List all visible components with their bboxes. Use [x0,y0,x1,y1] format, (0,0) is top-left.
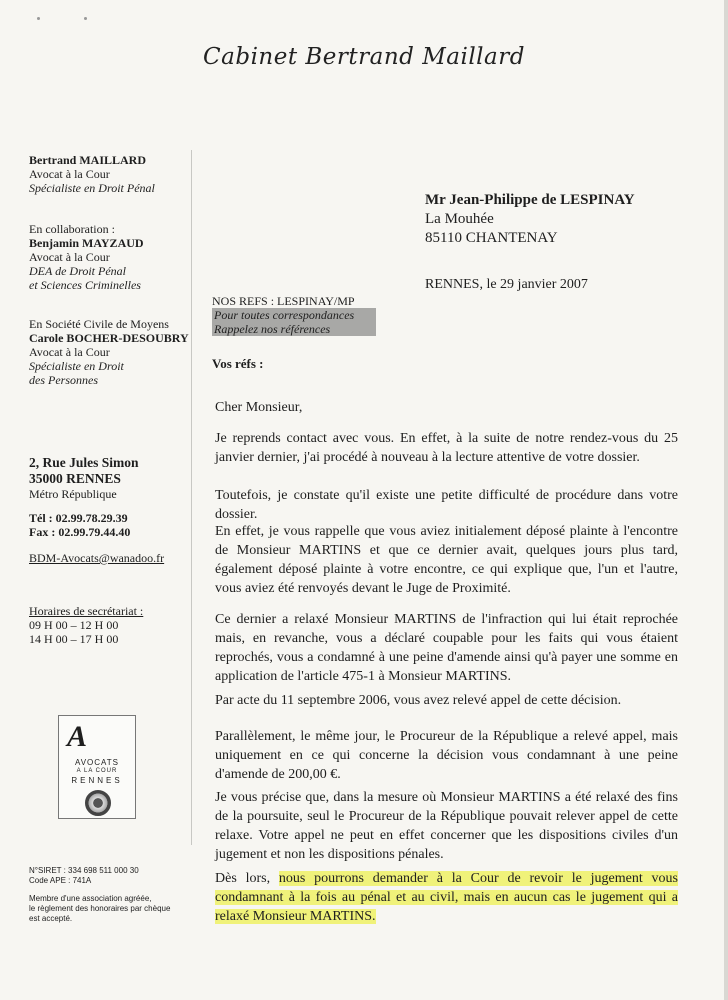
lawyer-role: Avocat à la Cour [29,167,110,181]
bar-association-logo [58,715,136,819]
logo-monogram: A [67,720,88,753]
ape-code: Code APE : 741A [29,876,92,885]
legal-note: Membre d'une association agréée, [29,894,152,903]
your-reference: Vos réfs : [212,356,264,371]
address-street: 2, Rue Jules Simon [29,455,139,470]
scm-specialty: des Personnes [29,373,98,387]
scan-speck [84,17,87,20]
collab-specialty: DEA de Droit Pénal [29,264,126,278]
paragraph: Ce dernier a relaxé Monsieur MARTINS de l'infraction qui lui était reprochée mais, en revanche, vous a déclaré coupable pour les faits qui vous étaient reprochés, vous a condamné à une peine d'amende ainsi qu'à payer une somme en application de l'article 475-1 à Monsieur MARTINS. [215,612,678,684]
paragraph-highlighted [215,869,678,926]
scm-name: Carole BOCHER-DESOUBRY [29,331,189,345]
paragraph: En effet, je vous rappelle que vous aviez initialement déposé plainte à l'encontre de Monsieur MARTINS et que ce dernier avait, quelques jours plus tard, également déposé plainte à votre encontre, ce qui explique que, l'un et l'autre, vous aviez été renvoyés devant le Juge de Proximité. [215,524,678,596]
scm-specialty: Spécialiste en Droit [29,359,124,373]
phone-number: Tél : 02.99.78.29.39 [29,511,128,525]
seal-icon [85,790,111,816]
scm-intro: En Société Civile de Moyens [29,317,169,331]
legal-note: le règlement des honoraires par chèque [29,904,171,913]
collab-intro: En collaboration : [29,222,115,236]
scm-block [29,317,199,387]
address-metro: Métro République [29,487,117,501]
office-address [29,455,199,501]
paper-edge [724,0,728,1000]
reference-note: Rappelez nos références [212,322,376,336]
collab-specialty: et Sciences Criminelles [29,278,141,292]
hours-title: Horaires de secrétariat : [29,604,144,618]
email-link[interactable]: BDM-Avocats@wanadoo.fr [29,551,165,565]
references-block [212,294,376,336]
our-reference: NOS REFS : LESPINAY/MP [212,294,355,308]
legal-info [29,866,199,924]
lawyer-name: Bertrand MAILLARD [29,153,146,167]
greeting: Cher Monsieur, [215,400,303,415]
hours-morning: 09 H 00 – 12 H 00 [29,618,119,632]
scan-speck [37,17,40,20]
recipient-line: 85110 CHANTENAY [425,230,558,246]
logo-text: RENNES [71,776,123,785]
collab-role: Avocat à la Cour [29,250,110,264]
paragraph: Je reprends contact avec vous. En effet, à la suite de notre rendez-vous du 25 janvier dernier, j'ai procédé à nouveau à la lecture attentive de votre dossier. [215,431,678,465]
recipient-line: La Mouhée [425,211,494,227]
lawyer-specialty: Spécialiste en Droit Pénal [29,181,155,195]
recipient-name: Mr Jean-Philippe de LESPINAY [425,192,635,208]
sidebar-divider [191,150,192,845]
reference-note: Pour toutes correspondances [212,308,376,322]
highlighted-text: nous pourrons demander à la Cour de revoir le jugement vous condamnant à la fois au pénal et au civil, mais en aucun cas le jugement qui a relaxé Monsieur MARTINS. [215,871,678,924]
firm-title: Cabinet Bertrand Maillard [203,44,525,70]
date-line: RENNES, le 29 janvier 2007 [425,277,588,292]
fax-number: Fax : 02.99.79.44.40 [29,525,131,539]
paragraph: Je vous précise que, dans la mesure où Monsieur MARTINS a été relaxé des fins de la poursuite, seul le Procureur de la République pouvait relever appel de cette relaxe. Votre appel ne peut en effet concerner que les dispositions civiles d'un jugement et non les dispositions pénales. [215,790,678,862]
collaborator-block [29,222,199,292]
siret: N°SIRET : 334 698 511 000 30 [29,866,139,875]
logo-text: AVOCATS [74,758,120,767]
hours-block [29,604,199,646]
paragraph: Par acte du 11 septembre 2006, vous avez relevé appel de cette décision. [215,693,622,708]
recipient-address [425,191,635,248]
contact-block [29,511,199,565]
scm-role: Avocat à la Cour [29,345,110,359]
paragraph: Toutefois, je constate qu'il existe une petite difficulté de procédure dans votre dossier. [215,488,678,522]
collab-name: Benjamin MAYZAUD [29,236,144,250]
lawyer-maillard [29,153,199,195]
hours-afternoon: 14 H 00 – 17 H 00 [29,632,119,646]
address-city: 35000 RENNES [29,471,121,486]
paragraph-start: Dès lors, [215,871,279,886]
legal-note: est accepté. [29,914,73,923]
paragraph: Parallèlement, le même jour, le Procureur de la République a relevé appel, mais uniquement en ce qui concerne la décision vous condamnant à une peine d'amende de 200,00 €. [215,729,678,782]
logo-text: A LA COUR [76,768,118,774]
